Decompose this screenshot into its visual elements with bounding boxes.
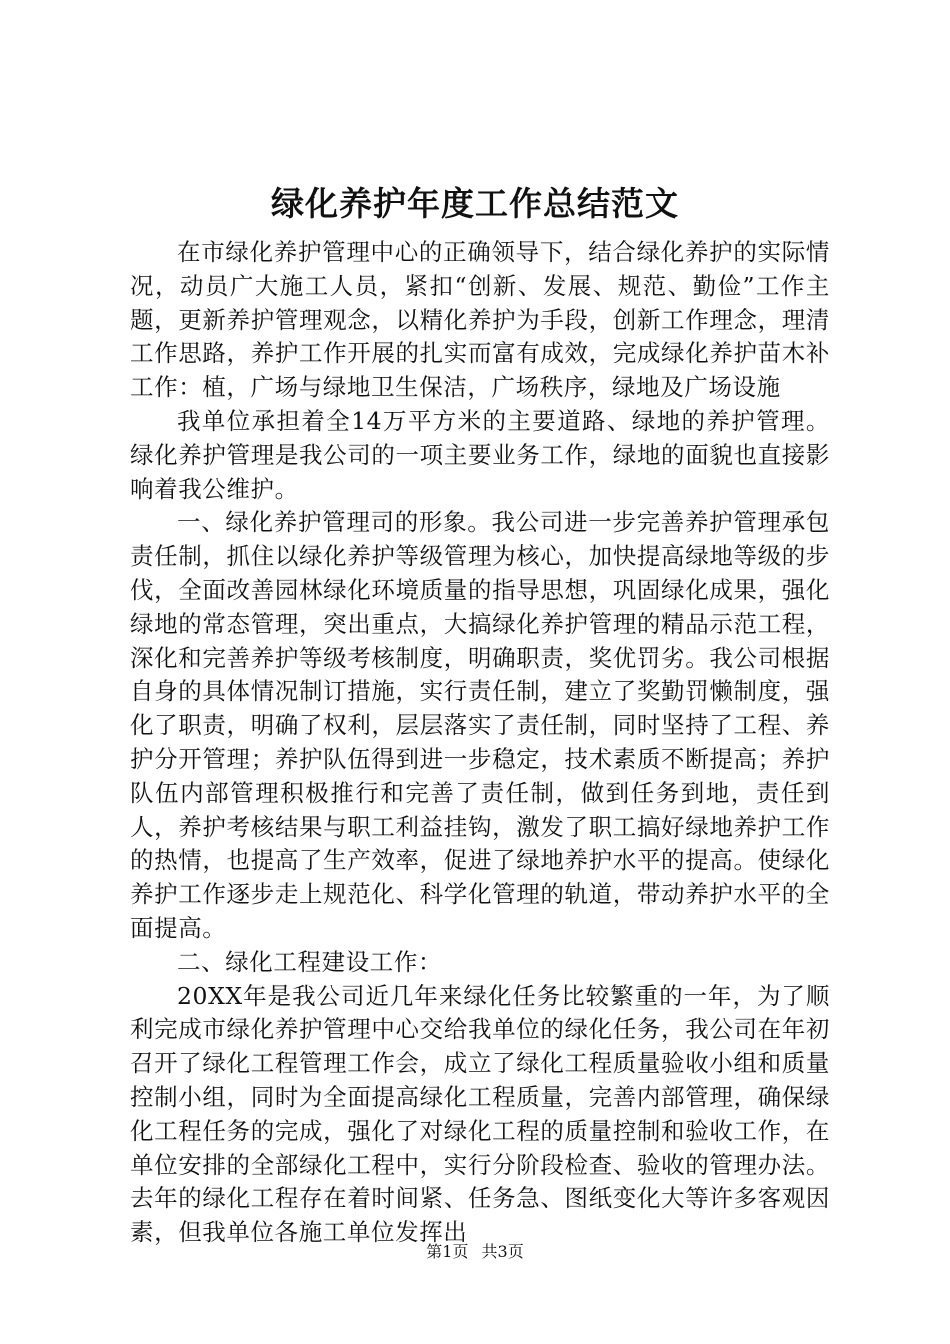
paragraph-section-two-heading: 二、绿化工程建设工作：	[177, 947, 443, 976]
page-total: 共3页	[481, 1242, 524, 1261]
paragraph-scope: 我单位承担着全14万平方米的主要道路、绿地的养护管理。绿化养护管理是我公司的一项主要业务工作，绿地的面貌也直接影响着我公维护。	[130, 406, 830, 503]
page-number: 第1页	[426, 1242, 469, 1261]
document-body	[130, 236, 830, 1250]
paragraph-section-one: 一、绿化养护管理司的形象。我公司进一步完善养护管理承包责任制，抓住以绿化养护等级管理为核心，加快提高绿地等级的步伐，全面改善园林绿化环境质量的指导思想，巩固绿化成果，强化绿地的常态管理，突出重点，大搞绿化养护管理的精品示范工程，深化和完善养护等级考核制度，明确职责，奖优罚劣。我公司根据自身的具体情况制订措施，实行责任制，建立了奖勤罚懒制度，强化了职责，明确了权利，层层落实了责任制，同时坚持了工程、养护分开管理；养护队伍得到进一步稳定，技术素质不断提高；养护队伍内部管理积极推行和完善了责任制，做到任务到地，责任到人，养护考核结果与职工利益挂钩，激发了职工搞好绿地养护工作的热情，也提高了生产效率，促进了绿地养护水平的提高。使绿化养护工作逐步走上规范化、科学化管理的轨道，带动养护水平的全面提高。	[130, 508, 830, 942]
page-footer	[0, 1240, 950, 1264]
paragraph-intro: 在市绿化养护管理中心的正确领导下，结合绿化养护的实际情况，动员广大施工人员，紧扣“创新、发展、规范、勤俭”工作主题，更新养护管理观念，以精化养护为手段，创新工作理念，理清工作思路，养护工作开展的扎实而富有成效，完成绿化养护苗木补工作：植，广场与绿地卫生保洁，广场秩序，绿地及广场设施	[130, 238, 830, 402]
document-title: 绿化养护年度工作总结范文	[271, 184, 679, 223]
paragraph-section-two-body: 20XX年是我公司近几年来绿化任务比较繁重的一年，为了顺利完成市绿化养护管理中心交给我单位的绿化任务，我公司在年初召开了绿化工程管理工作会，成立了绿化工程质量验收小组和质量控制小组，同时为全面提高绿化工程质量，完善内部管理，确保绿化工程任务的完成，强化了对绿化工程的质量控制和验收工作，在单位安排的全部绿化工程中，实行分阶段检查、验收的管理办法。去年的绿化工程存在着时间紧、任务急、图纸变化大等许多客观因素，但我单位各施工单位发挥出	[130, 981, 830, 1247]
